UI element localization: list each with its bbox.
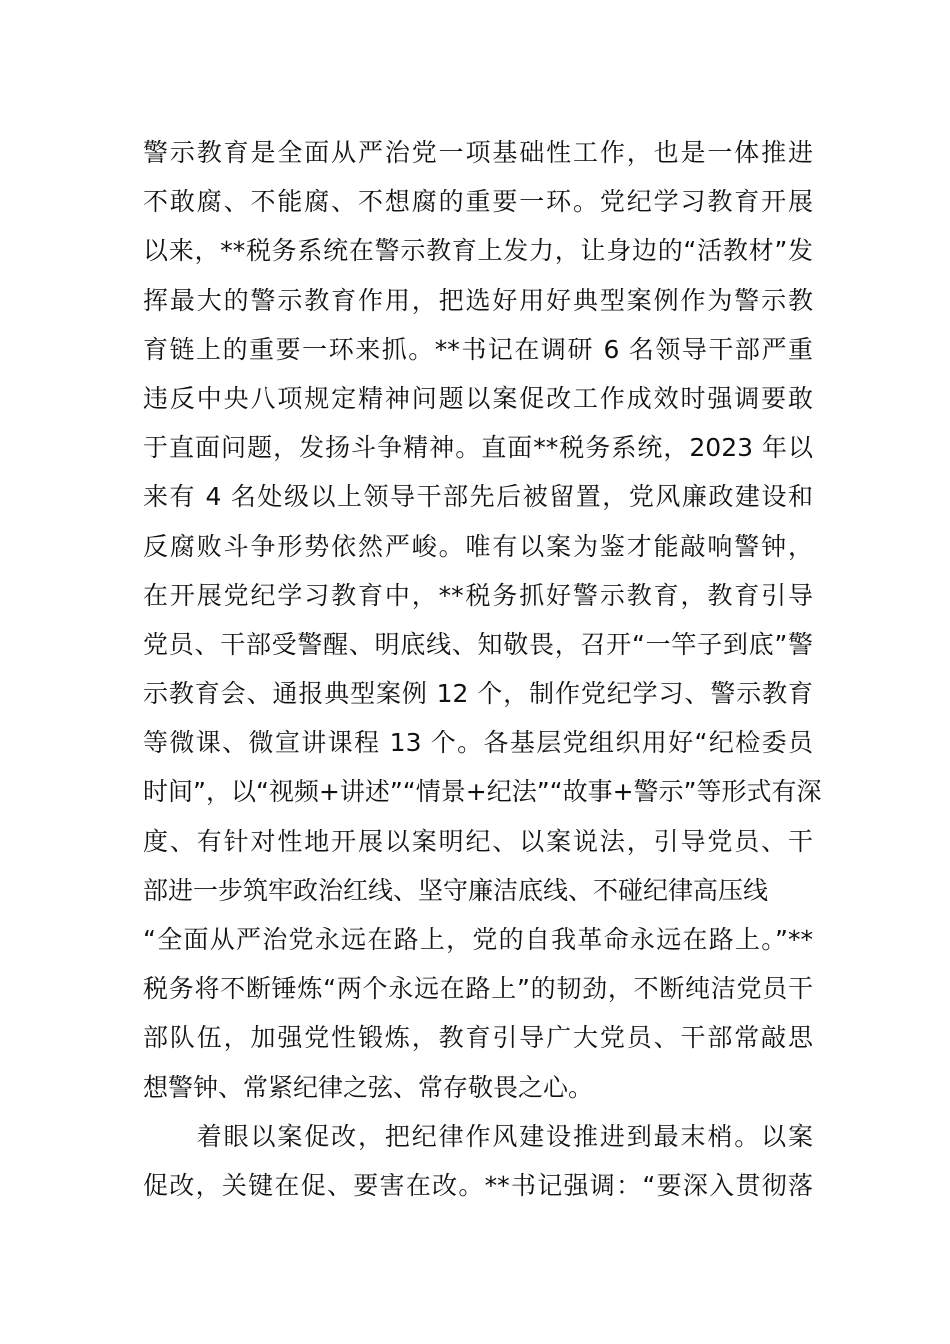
text-line: 等微课、微宣讲课程 13 个。各基层党组织用好“纪检委员 [143, 728, 813, 758]
text-line: 警示教育是全面从严治党一项基础性工作，也是一体推进 [143, 138, 813, 167]
text-line: 育链上的重要一环来抓。**书记在调研 6 名领导干部严重 [143, 334, 813, 364]
text-line: 税务将不断锤炼“两个永远在路上”的韧劲，不断纯洁党员干 [143, 974, 813, 1004]
text-line: 度、有针对性地开展以案明纪、以案说法，引导党员、干 [143, 826, 813, 856]
text-line: 于直面问题，发扬斗争精神。直面**税务系统，2023 年以 [143, 433, 813, 463]
text-line: 着眼以案促改，把纪律作风建设推进到最末梢。以案 [143, 1121, 813, 1151]
text-line: 促改，关键在促、要害在改。**书记强调：“要深入贯彻落 [143, 1170, 813, 1200]
text-line: 不敢腐、不能腐、不想腐的重要一环。党纪学习教育开展 [143, 187, 813, 217]
text-line: 挥最大的警示教育作用，把选好用好典型案例作为警示教 [143, 285, 813, 315]
text-line: 党员、干部受警醒、明底线、知敬畏，召开“一竿子到底”警 [143, 629, 813, 659]
text-line: 来有 4 名处级以上领导干部先后被留置，党风廉政建设和 [143, 482, 813, 512]
document-body [143, 128, 822, 1210]
text-line: 违反中央八项规定精神问题以案促改工作成效时强调要敢 [143, 383, 813, 413]
text-line: 在开展党纪学习教育中，**税务抓好警示教育，教育引导 [143, 580, 813, 610]
text-line: 时间”，以“视频+讲述”“情景+纪法”“故事+警示”等形式有深 [143, 777, 822, 807]
text-line: 想警钟、常紧纪律之弦、常存敬畏之心。 [143, 1072, 594, 1102]
text-line: 部进一步筑牢政治红线、坚守廉洁底线、不碰纪律高压线 [143, 875, 769, 905]
paragraph-2 [143, 1112, 813, 1210]
text-line: “全面从严治党永远在路上，党的自我革命永远在路上。”** [143, 925, 813, 954]
text-line: 反腐败斗争形势依然严峻。唯有以案为鉴才能敲响警钟， [143, 531, 813, 561]
text-line: 部队伍，加强党性锻炼，教育引导广大党员、干部常敲思 [143, 1023, 813, 1053]
text-line: 示教育会、通报典型案例 12 个，制作党纪学习、警示教育 [143, 679, 813, 709]
text-line: 以来，**税务系统在警示教育上发力，让身边的“活教材”发 [143, 236, 813, 266]
paragraph-1 [143, 128, 822, 1112]
